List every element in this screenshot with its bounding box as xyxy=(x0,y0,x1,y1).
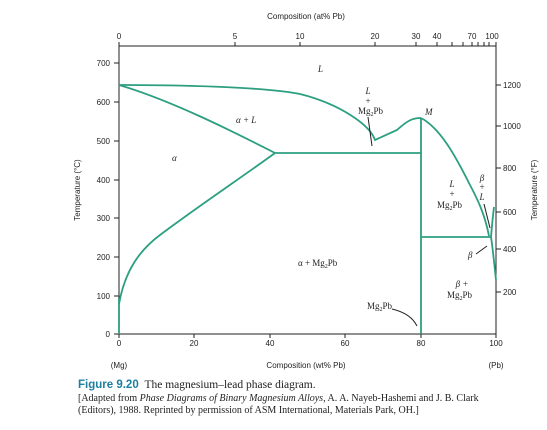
beta-solvus xyxy=(491,237,496,280)
source-book-title: Phase Diagrams of Binary Magnesium Alloys, xyxy=(139,393,326,404)
svg-text:Mg2Pb: $Mg_2Pb$ xyxy=(367,301,393,313)
caption-source xyxy=(78,393,538,417)
right-tick-200: 200 xyxy=(503,288,517,297)
left-axis-tick-labels xyxy=(97,59,111,339)
label-compound-pointer xyxy=(367,301,417,326)
bottom-axis-ticks xyxy=(119,334,496,338)
bottom-tick-80: 80 xyxy=(416,339,426,348)
svg-text:β +: β + xyxy=(455,279,469,289)
bottom-tick-40: 40 xyxy=(265,339,275,348)
bottom-left-end-label: (Mg) xyxy=(110,361,128,370)
bottom-right-end-label: (Pb) xyxy=(488,361,504,370)
region-label-compound-tag: M xyxy=(425,107,433,117)
svg-text:Mg2Pb: $Mg_2Pb$ xyxy=(437,200,463,212)
left-tick-200: 200 xyxy=(96,253,110,262)
compound-top-arrow xyxy=(368,117,372,146)
source-publisher: (Editors), 1988. Reprinted by permission of ASM International, Materials Park, OH.] xyxy=(78,405,419,416)
figure-title: The magnesium–lead phase diagram. xyxy=(144,379,316,391)
top-tick-70: 70 xyxy=(467,32,477,41)
top-tick-0: 0 xyxy=(116,32,122,41)
figure-number: Figure 9.20 xyxy=(78,379,139,391)
pb-liquidus xyxy=(491,207,494,237)
left-tick-500: 500 xyxy=(96,137,110,146)
left-tick-300: 300 xyxy=(96,214,110,223)
left-tick-0: 0 xyxy=(105,330,110,339)
alpha-solvus-line xyxy=(119,153,275,304)
svg-text:+: + xyxy=(449,189,455,199)
region-label-alpha-plus-compound: $\alpha + Mg_2Pb$ xyxy=(298,258,338,270)
top-tick-20: 20 xyxy=(370,32,380,41)
svg-text:L: L xyxy=(365,86,371,96)
label-beta-plus-compound xyxy=(447,279,473,302)
top-tick-10: 10 xyxy=(295,32,305,41)
figure-caption xyxy=(78,378,538,417)
bottom-axis-tick-labels xyxy=(117,339,503,348)
right-tick-1000: 1000 xyxy=(503,122,521,131)
top-tick-100: 100 xyxy=(485,32,499,41)
left-axis-ticks xyxy=(114,63,119,334)
bottom-tick-60: 60 xyxy=(340,339,350,348)
top-axis-tick-labels xyxy=(117,32,499,41)
right-tick-800: 800 xyxy=(503,164,517,173)
svg-text:+: + xyxy=(365,96,371,106)
bottom-tick-100: 100 xyxy=(489,339,503,348)
top-tick-40: 40 xyxy=(432,32,442,41)
beta-arrow xyxy=(476,246,487,254)
svg-text:Mg2Pb: $Mg_2Pb$ xyxy=(447,290,473,302)
source-authors: A. A. Nayeb-Hashemi and J. B. Clark xyxy=(325,393,479,404)
svg-text:β: β xyxy=(479,173,485,183)
top-tick-30: 30 xyxy=(411,32,421,41)
top-axis-title: Composition (at% Pb) xyxy=(267,12,345,21)
compound-pointer-arrow xyxy=(392,309,417,326)
bottom-tick-0: 0 xyxy=(116,339,122,348)
region-label-liquid: L xyxy=(318,64,324,74)
caption-title-line xyxy=(78,378,538,392)
svg-text:L: L xyxy=(449,179,455,189)
svg-text:Mg2Pb: $Mg_2Pb$ xyxy=(358,106,384,118)
left-tick-400: 400 xyxy=(96,176,110,185)
svg-text:+: + xyxy=(479,182,485,192)
right-tick-600: 600 xyxy=(503,208,517,217)
top-tick-5: 5 xyxy=(232,32,238,41)
right-axis-ticks xyxy=(496,85,501,292)
left-tick-100: 100 xyxy=(96,292,110,301)
region-label-alpha: α xyxy=(172,153,177,163)
right-axis-tick-labels xyxy=(503,81,521,297)
source-prefix: [Adapted from xyxy=(78,393,140,404)
top-axis-ticks xyxy=(119,42,496,46)
left-axis-title: Temperature (°C) xyxy=(73,159,82,221)
label-liquid-plus-compound-right xyxy=(437,179,463,212)
right-axis-title: Temperature (°F) xyxy=(530,159,539,221)
bottom-tick-20: 20 xyxy=(189,339,199,348)
bottom-axis-title: Composition (wt% Pb) xyxy=(266,361,346,370)
left-tick-700: 700 xyxy=(96,59,110,68)
region-label-alpha-plus-liquid: α + L xyxy=(236,115,257,125)
right-tick-400: 400 xyxy=(503,245,517,254)
region-label-beta: β xyxy=(468,250,473,260)
left-tick-600: 600 xyxy=(96,98,110,107)
right-tick-1200: 1200 xyxy=(503,81,521,90)
svg-text:L: L xyxy=(479,192,485,202)
